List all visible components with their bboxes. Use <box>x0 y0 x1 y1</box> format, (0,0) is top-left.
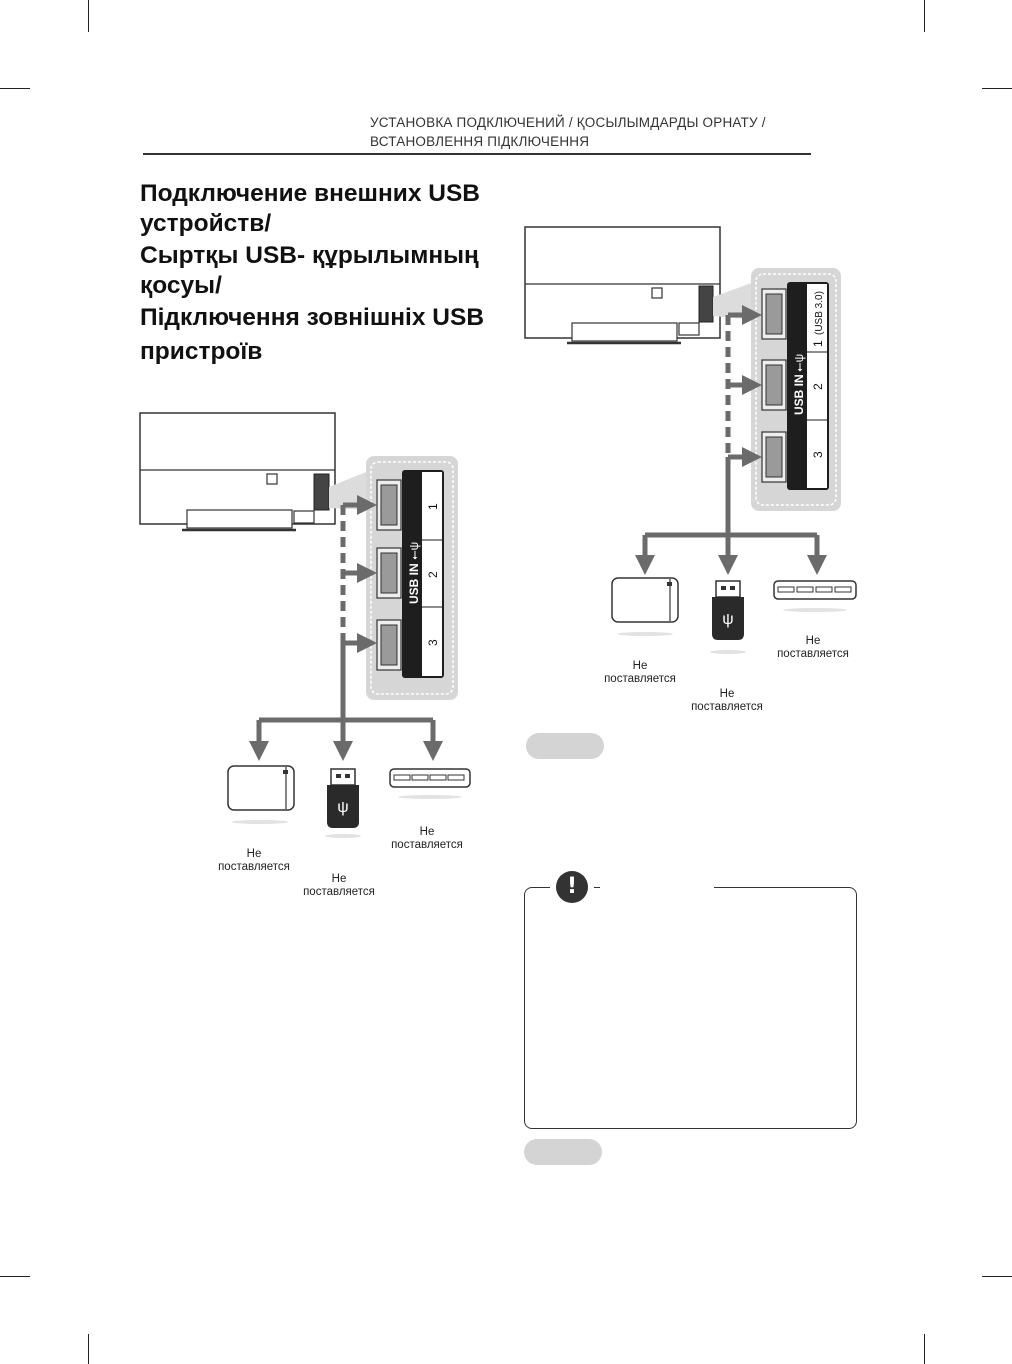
hub-caption <box>386 826 468 852</box>
note-box <box>524 887 857 1129</box>
caption-text: Не поставляется <box>303 873 375 898</box>
port-number: 3 <box>811 451 825 458</box>
port-number: 1 <box>811 340 825 347</box>
usb-port <box>762 432 786 482</box>
usb-port <box>762 289 786 339</box>
caption-text: Не поставляется <box>218 848 290 873</box>
usb-symbol-icon: ⭠ψ <box>407 541 421 560</box>
section-header: УСТАНОВКА ПОДКЛЮЧЕНИЙ / ҚОСЫЛЫМДАРДЫ ОРНАТУ / <box>370 115 766 130</box>
usb3-note: (USB 3.0) <box>814 291 825 335</box>
usb-hub-icon <box>774 581 856 612</box>
usb-port <box>762 360 786 410</box>
usb-port <box>377 620 401 670</box>
language-tab-pill <box>526 733 604 759</box>
svg-text:ψ: ψ <box>337 799 349 816</box>
port-number: 2 <box>426 571 440 578</box>
tv-rear-right <box>525 227 720 343</box>
hdd-caption <box>599 660 681 686</box>
usb-in-label: USB IN <box>407 563 421 604</box>
caption-text: Не поставляется <box>691 688 763 713</box>
page-title: Підключення зовнішніх USB <box>140 304 485 331</box>
page-title: қосуы/ <box>140 272 222 299</box>
port-number: 3 <box>426 639 440 646</box>
page-title: устройств/ <box>140 210 272 237</box>
flash-drive-caption <box>686 688 768 714</box>
usb-port <box>377 480 401 530</box>
external-hdd-icon <box>612 578 678 636</box>
caption-text: Не поставляется <box>391 826 463 851</box>
usb-hub-icon <box>390 769 470 799</box>
flash-drive-caption <box>298 873 380 899</box>
caption-text: Не поставляется <box>604 660 676 685</box>
port-number: 2 <box>811 383 825 390</box>
page-title: Подключение внешних USB <box>140 180 480 207</box>
exclamation-icon: ! <box>556 871 588 903</box>
usb-flash-drive-icon <box>710 581 746 654</box>
page-title: Сыртқы USB- құрылымның <box>140 242 479 269</box>
port-number: 1 <box>426 503 440 510</box>
usb-port-panel-right <box>751 268 841 511</box>
caption-text: Не поставляется <box>777 635 849 660</box>
usb-flash-drive-icon <box>325 769 361 838</box>
usb-port <box>377 548 401 598</box>
hdd-caption <box>213 848 295 874</box>
external-hdd-icon <box>228 766 294 824</box>
hub-caption <box>772 635 854 661</box>
section-header: ВСТАНОВЛЕННЯ ПІДКЛЮЧЕННЯ <box>370 134 590 149</box>
page-title: пристроїв <box>140 338 263 365</box>
svg-text:ψ: ψ <box>722 611 734 628</box>
language-tab-pill <box>524 1139 602 1165</box>
tv-rear-left <box>140 413 335 530</box>
usb-symbol-icon: ⭠ψ <box>792 353 806 372</box>
usb-port-panel-left <box>366 456 458 700</box>
usb-in-label: USB IN <box>792 374 806 415</box>
note-box-gap <box>600 886 714 889</box>
